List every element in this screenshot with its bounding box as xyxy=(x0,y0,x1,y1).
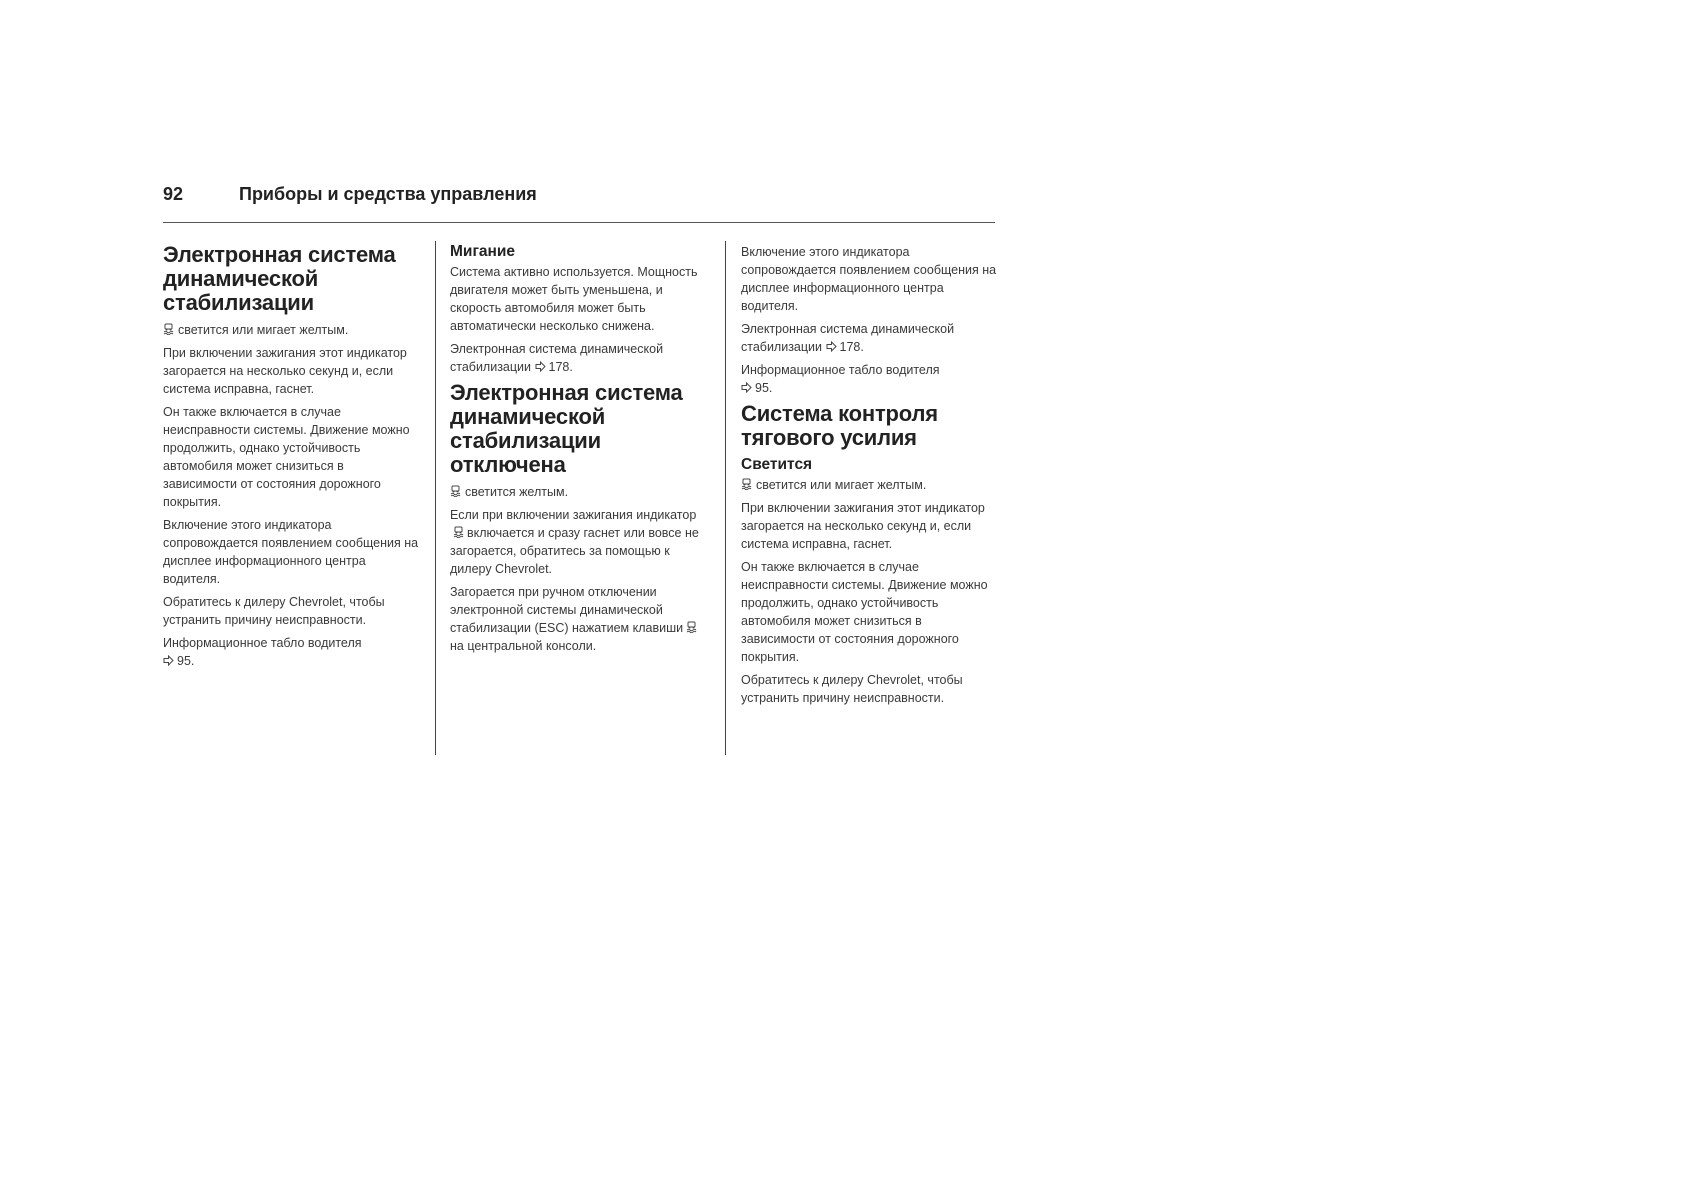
section-title: Приборы и средства управления xyxy=(239,184,537,204)
paragraph: Включение этого индикатора сопровождается появлением сообщения на дисплее информационного центра водителя. xyxy=(163,518,419,586)
traction-control-icon xyxy=(741,478,752,490)
column-1 xyxy=(163,243,421,675)
column-divider xyxy=(725,241,726,755)
paragraph-text: Если при включении зажигания индикатор xyxy=(450,508,697,522)
lit-subtitle: Светится xyxy=(741,456,813,473)
esc-off-section-title: Электронная система динамической стабилизации отключена xyxy=(450,380,683,477)
reference-text: Электронная система динамической стабилизации xyxy=(450,342,664,374)
page-header xyxy=(163,184,995,222)
paragraph: Он также включается в случае неисправности системы. Движение можно продолжить, однако устойчивость автомобиля может снизиться в зависимости от состояния дорожного покрытия. xyxy=(163,405,410,509)
esc-off-icon xyxy=(450,485,461,497)
paragraph-text: Загорается при ручном отключении электронной системы динамической стабилизации (ESC) нажатием клавиши xyxy=(450,585,684,635)
page-number: 92 xyxy=(163,184,184,204)
reference-page: 178. xyxy=(839,340,864,354)
column-divider xyxy=(435,241,436,755)
paragraph-text: включается и сразу гаснет или вовсе не загорается, обратитесь за помощью к дилеру Chevrolet. xyxy=(450,526,699,576)
reference-page: 95. xyxy=(755,381,773,395)
paragraph: Система активно используется. Мощность двигателя может быть уменьшена, и скорость автомобиля может быть автоматически несколько снижена. xyxy=(450,265,698,333)
column-3 xyxy=(741,243,999,712)
paragraph-text: светится или мигает желтым. xyxy=(178,323,349,337)
paragraph xyxy=(450,583,708,655)
paragraph: Обратитесь к дилеру Chevrolet, чтобы устранить причину неисправности. xyxy=(741,673,963,705)
traction-control-title: Система контроля тягового усилия xyxy=(741,401,938,450)
reference-page: 95. xyxy=(177,654,195,668)
paragraph-text: светится или мигает желтым. xyxy=(756,478,927,492)
reference-text: Электронная система динамической стабилизации xyxy=(741,322,955,354)
paragraph xyxy=(450,483,708,501)
esc-button-icon xyxy=(686,621,697,633)
page-reference-arrow-icon xyxy=(826,341,837,352)
paragraph xyxy=(163,321,421,339)
paragraph: Он также включается в случае неисправности системы. Движение можно продолжить, однако устойчивость автомобиля может снизиться в зависимости от состояния дорожного покрытия. xyxy=(741,560,988,664)
paragraph-text: на центральной консоли. xyxy=(450,639,597,653)
cross-reference xyxy=(741,320,999,356)
esc-section-title: Электронная система динамической стабилизации xyxy=(163,242,396,315)
column-2 xyxy=(450,243,708,660)
paragraph: Обратитесь к дилеру Chevrolet, чтобы устранить причину неисправности. xyxy=(163,595,385,627)
esc-car-skid-icon xyxy=(163,323,174,335)
cross-reference xyxy=(450,340,708,376)
page-reference-arrow-icon xyxy=(535,361,546,372)
paragraph xyxy=(450,506,708,578)
page-reference-arrow-icon xyxy=(741,382,752,393)
paragraph: Включение этого индикатора сопровождается появлением сообщения на дисплее информационного центра водителя. xyxy=(741,245,997,313)
cross-reference xyxy=(741,361,999,397)
reference-page: 178. xyxy=(548,360,573,374)
blinking-subtitle: Мигание xyxy=(450,243,516,260)
reference-text: Информационное табло водителя xyxy=(163,636,362,650)
esc-off-icon xyxy=(453,526,464,538)
header-divider xyxy=(163,222,995,223)
paragraph xyxy=(741,476,999,494)
paragraph-text: светится желтым. xyxy=(465,485,569,499)
paragraph: При включении зажигания этот индикатор загорается на несколько секунд и, если система исправна, гаснет. xyxy=(163,346,407,396)
cross-reference xyxy=(163,634,421,670)
paragraph: При включении зажигания этот индикатор загорается на несколько секунд и, если система исправна, гаснет. xyxy=(741,501,985,551)
reference-text: Информационное табло водителя xyxy=(741,363,940,377)
page-reference-arrow-icon xyxy=(163,655,174,666)
